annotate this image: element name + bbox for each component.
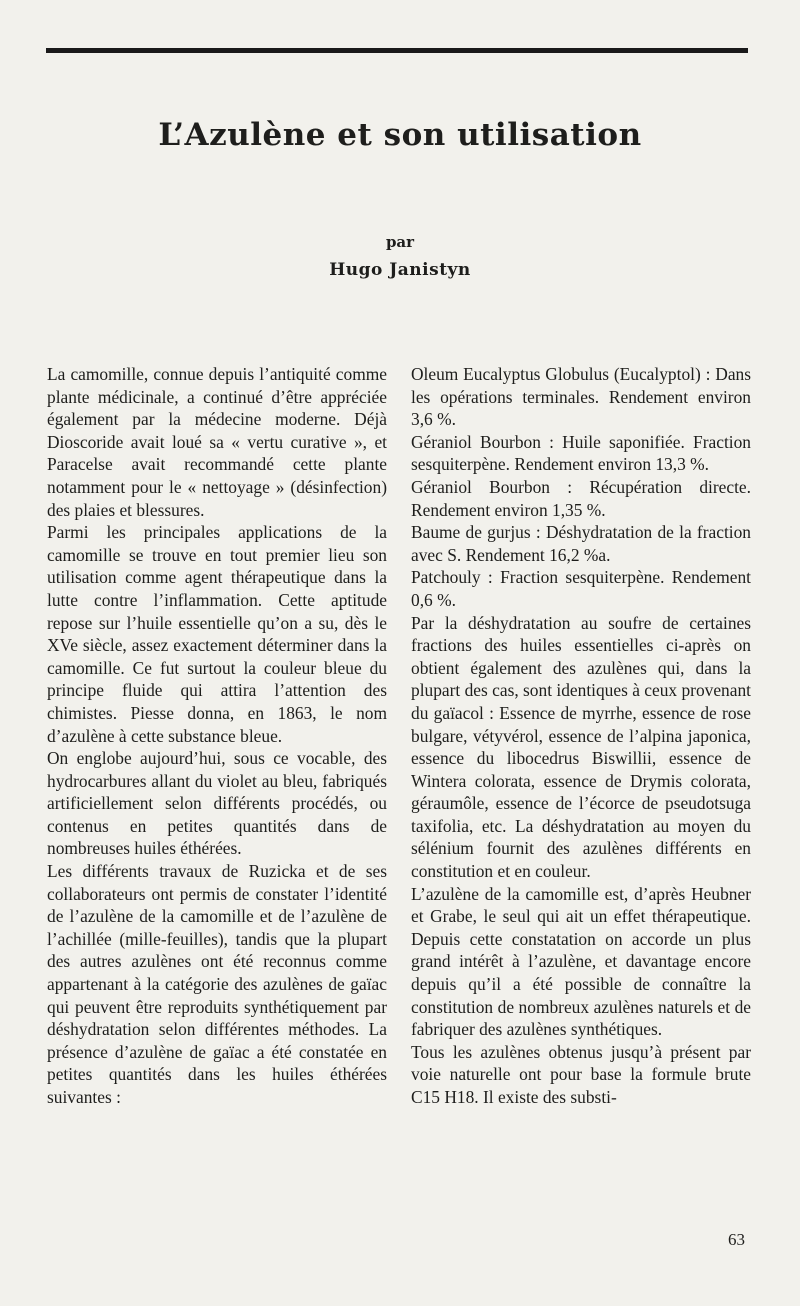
author-name: Hugo Janistyn: [329, 260, 471, 280]
page-number: 63: [728, 1230, 745, 1249]
paragraph: Baume de gurjus : Déshydratation de la fraction avec S. Rendement 16,2 %a.: [411, 522, 751, 565]
paragraph: Par la déshydratation au soufre de certaines fractions des huiles essentielles ci-après on obtient également des azulènes qui, dans la plupart des cas, sont identiques à ceux provenant du gaïacol : Essence de myrrhe, essence de rose bulgare, vétyvérol, essence de l’alpina japonica, essence du libocedrus Biswillii, essence de Wintera colorata, essence de Drymis colorata, géraumôle, essence de l’écorce de pseudotsuga taxifolia, etc. La déshydratation au moyen du sélénium fournit des azulènes différents en constitution et en couleur.: [411, 612, 751, 882]
paragraph: Oleum Eucalyptus Globulus (Eucalyptol) : Dans les opérations terminales. Rendement environ 3,6 %.: [411, 364, 751, 430]
paragraph: La camomille, connue depuis l’antiquité comme plante médicinale, a continué d’être appréciée également par la médecine moderne. Déjà Dioscoride avait loué sa « vertu curative », et Paracelse avait recommandé cette plante notamment pour le « nettoyage » (désinfection) des plaies et blessures.: [47, 364, 387, 520]
paragraph: Patchouly : Fraction sesquiterpène. Rendement 0,6 %.: [411, 567, 751, 610]
paragraph: Les différents travaux de Ruzicka et de ses collaborateurs ont permis de constater l’identité de l’azulène de la camomille et de l’azulène de l’achillée (mille-feuilles), tandis que la plupart des autres azulènes ont été reconnus comme appartenant à la catégorie des azulènes de gaïac qui peuvent être reproduits synthétiquement par déshydratation selon différentes méthodes. La présence d’azulène de gaïac a été constatée en petites quantités dans les huiles éthérées suivantes :: [47, 861, 387, 1107]
paragraph: L’azulène de la camomille est, d’après Heubner et Grabe, le seul qui ait un effet thérapeutique. Depuis cette constatation on accorde un plus grand intérêt à l’azulène, et davantage encore depuis qu’il a été possible de connaître la constitution de nombreux azulènes naturels et de fabriquer des azulènes synthétiques.: [411, 883, 751, 1040]
byline: par: [385, 233, 415, 251]
paragraph: Tous les azulènes obtenus jusqu’à présent par voie naturelle ont pour base la formule brute C15 H18. Il existe des substi-: [411, 1041, 751, 1107]
right-column: [411, 363, 751, 1109]
left-column: [47, 363, 387, 1109]
paragraph: Géraniol Bourbon : Récupération directe. Rendement environ 1,35 %.: [411, 476, 751, 520]
paragraph: Parmi les principales applications de la camomille se trouve en tout premier lieu son utilisation comme agent thérapeutique dans la lutte contre l’inflammation. Cette aptitude repose sur l’huile essentielle qu’on a su, dès le XVe siècle, assez exactement déterminer dans la camomille. Ce fut surtout la couleur bleue du principe fluide qui attira l’attention des chimistes. Piesse donna, en 1863, le nom d’azulène à cette substance bleue.: [47, 522, 387, 746]
paragraph: On englobe aujourd’hui, sous ce vocable, des hydrocarbures allant du violet au bleu, fabriqués artificiellement selon différents procédés, ou contenus en petites quantités dans de nombreuses huiles éthérées.: [47, 748, 387, 859]
header-rule: [46, 48, 748, 53]
article-title: L’Azulène et son utilisation: [158, 117, 642, 153]
paragraph: Géraniol Bourbon : Huile saponifiée. Fraction sesquiterpène. Rendement environ 13,3 %.: [411, 431, 751, 475]
